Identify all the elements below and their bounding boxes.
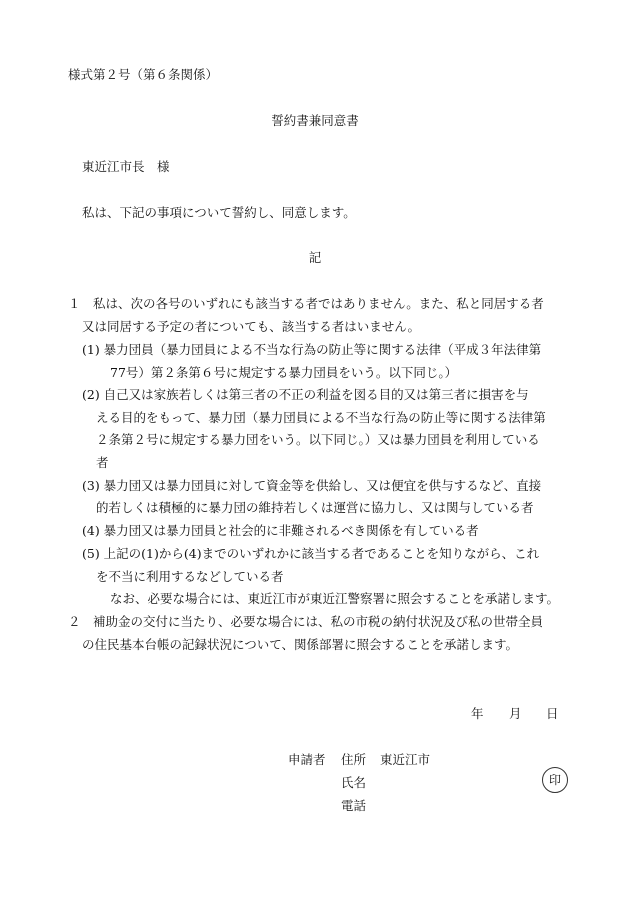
seal-mark: 印 <box>542 767 568 793</box>
address-value: 東近江市 <box>380 752 431 767</box>
form-number: 様式第２号（第６条関係） <box>68 67 219 82</box>
date-year: 年 <box>471 706 484 721</box>
date-day: 日 <box>546 706 559 721</box>
item1-note: なお、必要な場合には、東近江市が東近江警察署に照会することを承諾します。 <box>110 591 560 606</box>
ki-heading: 記 <box>308 250 322 265</box>
intro-text: 私は、下記の事項について誓約し、同意します。 <box>82 205 356 220</box>
item1-line2: 又は同居する予定の者についても、該当する者はいません。 <box>82 319 421 334</box>
sub3-line2: 的若しくは積極的に暴力団の維持若しくは運営に協力し、又は関与している者 <box>96 500 534 515</box>
item1-line1: １ 私は、次の各号のいずれにも該当する者ではありません。また、私と同居する者 <box>68 296 544 311</box>
sub3-line1: (3) 暴力団又は暴力団員に対して資金等を供給し、又は便宜を供与するなど、直接 <box>82 478 542 493</box>
sub5-line2: を不当に利用するなどしている者 <box>96 569 284 584</box>
sub2-line4: 者 <box>96 455 109 470</box>
applicant-label: 申請者 <box>288 752 326 767</box>
document-title: 誓約書兼同意書 <box>271 113 359 128</box>
sub2-line3: ２条第２号に規定する暴力団をいう。以下同じ。）又は暴力団員を利用している <box>96 432 540 447</box>
item2-line1: ２ 補助金の交付に当たり、必要な場合には、私の市税の納付状況及び私の世帯全員 <box>68 614 544 629</box>
sub4-line1: (4) 暴力団又は暴力団員と社会的に非難されるべき関係を有している者 <box>82 523 479 538</box>
sub5-line1: (5) 上記の(1)から(4)までのいずれかに該当する者であることを知りながら、これ <box>82 546 540 561</box>
addressee: 東近江市長 様 <box>82 159 170 174</box>
address-label: 住所 <box>341 752 367 767</box>
item2-line2: の住民基本台帳の記録状況について、関係部署に照会することを承諾します。 <box>82 637 519 652</box>
date-month: 月 <box>509 706 522 721</box>
phone-label: 電話 <box>341 798 367 813</box>
sub2-line1: (2) 自己又は家族若しくは第三者の不正の利益を図る目的又は第三者に損害を与 <box>82 387 529 402</box>
name-label: 氏名 <box>341 775 367 790</box>
sub1-line1: (1) 暴力団員（暴力団員による不当な行為の防止等に関する法律（平成３年法律第 <box>82 342 542 357</box>
sub1-line2: 77号）第２条第６号に規定する暴力団員をいう。以下同じ。） <box>110 365 458 380</box>
sub2-line2: える目的をもって、暴力団（暴力団員による不当な行為の防止等に関する法律第 <box>96 410 546 425</box>
